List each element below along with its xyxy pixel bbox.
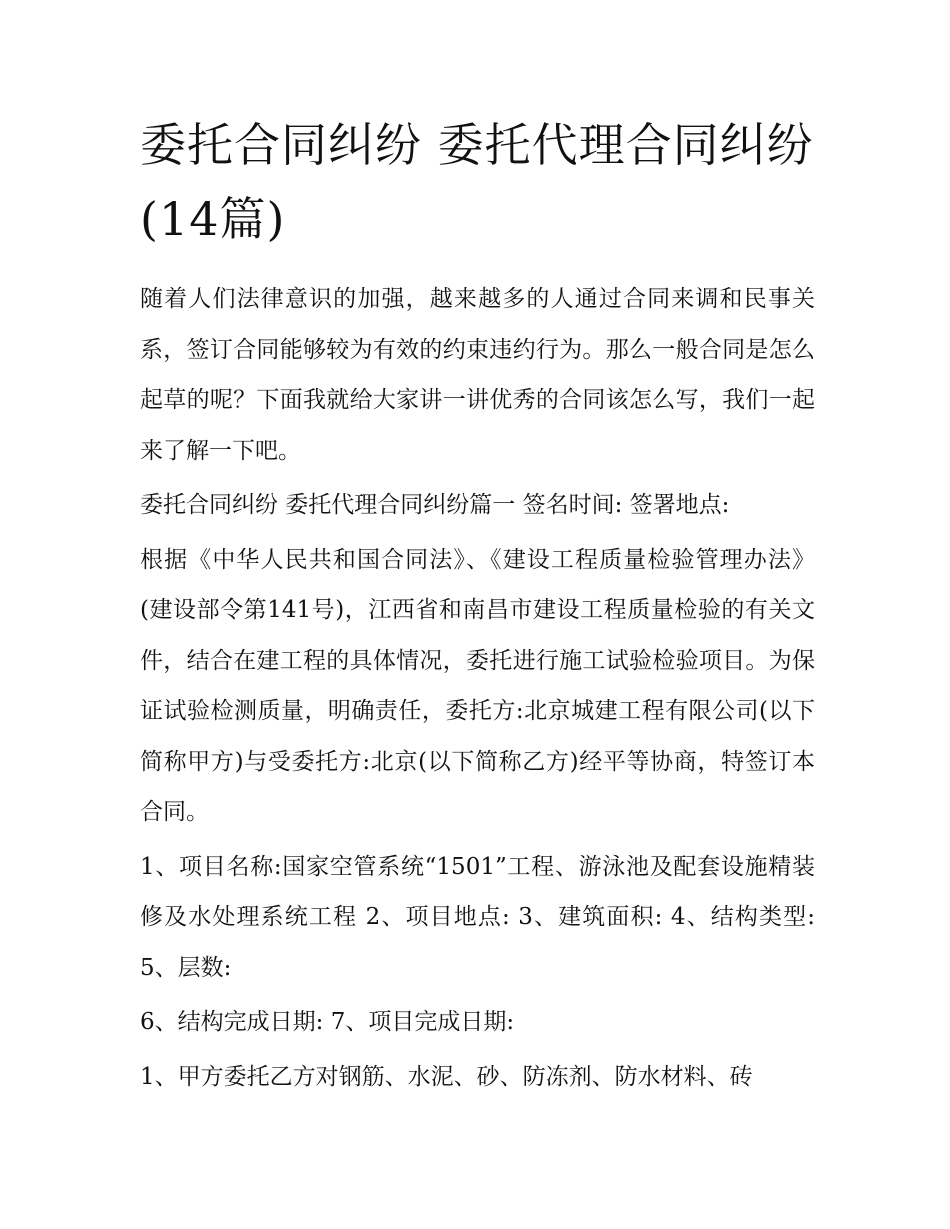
document-body [140,108,815,1106]
basis-paragraph: 根据《中华人民共和国合同法》、《建设工程质量检验管理办法》(建设部令第141号)，江西省和南昌市建设工程质量检验的有关文件，结合在建工程的具体情况，委托进行施工试验检验项目。为保证试验检测质量，明确责任，委托方:北京城建工程有限公司(以下简称甲方)与受委托方:北京(以下简称乙方)经平等协商，特签订本合同。 [140,546,815,825]
dates-paragraph: 6、结构完成日期: 7、项目完成日期: [140,1009,515,1035]
clause-paragraph: 1、甲方委托乙方对钢筋、水泥、砂、防冻剂、防水材料、砖 [140,1063,753,1090]
intro-paragraph: 随着人们法律意识的加强，越来越多的人通过合同来调和民事关系，签订合同能够较为有效的约束违约行为。那么一般合同是怎么起草的呢？下面我就给大家讲一讲优秀的合同该怎么写，我们一起来了解一下吧。 [140,286,815,464]
project-info-paragraph: 1、项目名称:国家空管系统“1501”工程、游泳池及配套设施精装修及水处理系统工程 2、项目地点: 3、建筑面积: 4、结构类型: 5、层数: [140,853,815,981]
document-title: 委托合同纠纷 委托代理合同纠纷(14篇) [140,118,814,246]
section-heading-paragraph: 委托合同纠纷 委托代理合同纠纷篇一 签名时间: 签署地点: [140,492,730,518]
